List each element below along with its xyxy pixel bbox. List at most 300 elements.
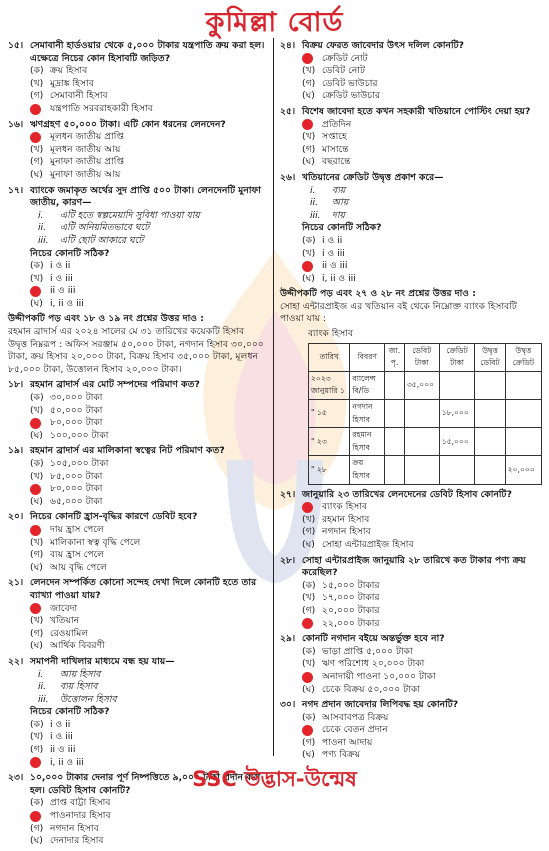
question-header — [8, 656, 266, 669]
option-text: ৬৫,০০০ টাকা — [50, 495, 103, 507]
option-text: i, ii ও iii — [322, 272, 356, 284]
question-text: নগদ প্রদান জাবেদার লিপিবদ্ধ হয় কোনটি? — [302, 699, 459, 711]
question-19 — [8, 445, 266, 508]
option-marker: (ক) — [302, 234, 316, 246]
option-3 — [30, 496, 266, 509]
option-text: ১৭,০০০ টাকার — [322, 592, 380, 604]
option-0 — [30, 458, 266, 471]
option-2 — [30, 90, 266, 103]
option-2 — [302, 737, 542, 750]
answer-dot — [302, 53, 313, 64]
option-2 — [30, 628, 266, 641]
option-marker: (খ) — [302, 658, 316, 670]
option-3 — [302, 156, 542, 169]
ledger-row — [309, 456, 542, 484]
ledger-cell — [404, 428, 439, 456]
option-text: মুদ্রাঙ্ক হিসাব — [50, 77, 94, 89]
options-list — [8, 603, 266, 653]
option-text: চেকে বিক্রয় ৫০,০০০ টাকা — [322, 683, 420, 695]
options-list — [280, 53, 542, 103]
option-2 — [30, 483, 266, 496]
options-list — [8, 524, 266, 574]
question-header — [280, 106, 542, 119]
statement-text: ব্যয় — [332, 184, 346, 196]
option-3 — [30, 835, 266, 848]
question-16 — [8, 119, 266, 182]
option-1 — [302, 592, 542, 605]
ledger-cell: ১৫,০০০ — [439, 428, 475, 456]
option-marker: (ক) — [302, 645, 316, 657]
option-1 — [30, 537, 266, 550]
statement-numeral: i. — [38, 209, 44, 221]
option-text: ৫০,০০০ টাকা — [50, 404, 103, 416]
option-0 — [30, 65, 266, 78]
option-text: i ও iii — [322, 247, 345, 259]
option-2 — [30, 549, 266, 562]
options-list — [8, 719, 266, 769]
statement — [8, 694, 266, 707]
option-text: ২০,০০০ টাকার — [322, 604, 380, 616]
option-text: সোহা এন্টারপ্রাইজ হিসাব — [322, 538, 414, 550]
ledger-cell — [439, 371, 475, 399]
option-text: মুনাফা জাতীয় প্রাপ্তি — [50, 156, 124, 168]
ledger-row — [309, 371, 542, 399]
right-column — [280, 40, 542, 765]
question-number: ২২। — [8, 655, 24, 667]
ledger-cell: " ২৮ — [309, 456, 350, 484]
option-0 — [30, 524, 266, 537]
options-list — [280, 501, 542, 551]
option-marker: (ক) — [30, 718, 44, 730]
question-text: রহমান ব্রাদার্স এর মালিকানা স্বত্বের নিট পরিমাণ কত? — [30, 445, 225, 457]
option-text: ব্যয় হ্রাস পেলে — [50, 549, 105, 561]
ledger-header-cell: ডেবিট টাকা — [404, 343, 439, 371]
option-text: নগদান হিসাব — [50, 822, 99, 834]
option-text: মূলধন জাতীয় আয় — [50, 143, 121, 155]
ledger-row — [309, 428, 542, 456]
option-marker: (গ) — [302, 604, 316, 616]
answer-dot — [302, 261, 313, 272]
ledger-cell: ক্রয় হিসাব — [350, 456, 385, 484]
ledger-cell: ২০২৩ জানুয়ারি ১ — [309, 371, 350, 399]
question-number: ২০। — [8, 511, 24, 523]
option-text: ক্রেডিট নোট — [322, 52, 368, 64]
option-3 — [30, 430, 266, 443]
options-list — [280, 580, 542, 630]
option-text: পাওনাদার হিসাব — [50, 810, 111, 822]
answer-dot — [30, 811, 41, 822]
question-stem: নিচের কোনটি সঠিক? — [302, 222, 382, 234]
options-list — [8, 458, 266, 508]
question-header — [280, 40, 542, 53]
option-marker: (ঘ) — [302, 749, 315, 761]
question-number: ২৪। — [280, 40, 296, 51]
option-1 — [30, 405, 266, 418]
option-text: সেমাবানী হিসাব — [50, 90, 108, 102]
statement-numeral: i. — [310, 184, 316, 196]
statement-text: এটি হতে স্বল্পমেয়াদি সুবিধা পাওয়া যায় — [60, 209, 200, 221]
option-text: ২২,০০০ টাকার — [322, 617, 380, 629]
ledger-header-cell: উদ্বৃত্ত ক্রেডিট — [505, 343, 541, 371]
question-18 — [8, 379, 266, 442]
option-0 — [30, 260, 266, 273]
statement-numeral: ii. — [310, 197, 319, 209]
option-text: অনাদায়ী পাওনা ১০,০০০ টাকা — [322, 670, 436, 682]
statement — [8, 669, 266, 682]
option-text: i, ii ও iii — [50, 756, 84, 768]
question-number: ২৬। — [280, 171, 296, 183]
board-title: কুমিল্লা বোর্ড — [205, 7, 344, 38]
answer-dot — [30, 525, 41, 536]
option-text: বছরান্তে — [322, 156, 351, 168]
answer-dot — [30, 418, 41, 429]
option-text: দায় হ্রাস পেলে — [50, 523, 104, 535]
question-number: ১৭। — [8, 184, 24, 196]
ledger-cell: ব্যালেন্স বি/ডি — [350, 371, 385, 399]
question-text: রহমান ব্রাদার্স এর মোট সম্পদের পরিমাণ কত? — [30, 379, 200, 391]
option-1 — [30, 471, 266, 484]
option-text: i ও iii — [50, 272, 73, 284]
question-21 — [8, 577, 266, 653]
question-header — [8, 577, 266, 602]
question-header — [8, 445, 266, 458]
options-list — [8, 131, 266, 181]
ledger-row — [309, 400, 542, 428]
ledger-cell: নগদান হিসাব — [350, 400, 385, 428]
option-1 — [302, 658, 542, 671]
question-27 — [280, 489, 542, 552]
statement-text: উত্তোলন হিসাব — [60, 693, 117, 705]
option-text: i ও ii — [50, 260, 71, 272]
option-0 — [30, 797, 266, 810]
option-3 — [30, 562, 266, 575]
question-30 — [280, 699, 542, 762]
option-marker: (ক) — [30, 260, 44, 272]
option-marker: (ঘ) — [30, 835, 43, 847]
answer-dot — [302, 502, 313, 513]
ledger-cell — [475, 456, 505, 484]
option-1 — [30, 810, 266, 823]
option-marker: (গ) — [302, 526, 316, 538]
option-text: ৮০,০০০ টাকা — [50, 483, 103, 495]
ledger-cell — [385, 456, 405, 484]
option-marker: (ক) — [30, 65, 44, 77]
question-text: বিক্রয় ফেরত জাবেদার উৎস দলিল কোনটি? — [302, 40, 465, 51]
option-marker: (খ) — [302, 513, 316, 525]
options-list — [8, 260, 266, 310]
option-marker: (ক) — [30, 392, 44, 404]
question-number: ১৮। — [8, 379, 24, 391]
option-marker: (ঘ) — [302, 683, 315, 695]
option-3 — [302, 273, 542, 286]
option-text: ব্যাংক হিসাব — [322, 501, 368, 513]
question-number: ২৭। — [280, 488, 296, 500]
answer-dot — [302, 672, 313, 683]
question-header — [8, 185, 266, 210]
option-text: ডেবিট নোট — [322, 65, 366, 77]
option-text: ii ও iii — [50, 744, 76, 756]
question-header — [8, 119, 266, 132]
option-marker: (খ) — [30, 77, 44, 89]
ledger-title: ব্যাংক হিসাব — [308, 328, 354, 340]
option-marker: (ঘ) — [30, 561, 43, 573]
question-header — [8, 40, 266, 65]
passage-instruction: উদ্দীপকটি পড় এবং ২৭ ও ২৮ নং প্রশ্নের উত্তর দাও : — [280, 288, 476, 300]
answer-dot — [302, 725, 313, 736]
option-marker: (খ) — [30, 615, 44, 627]
option-1 — [302, 514, 542, 527]
question-header — [280, 172, 542, 185]
option-text: ঋণ পরিশোধ ২০,০০০ টাকা — [322, 658, 425, 670]
options-list — [8, 65, 266, 115]
option-marker: (খ) — [302, 247, 316, 259]
option-2 — [302, 605, 542, 618]
option-3 — [302, 684, 542, 697]
statement-text: আয় — [332, 197, 349, 209]
statement — [280, 210, 542, 223]
option-2 — [30, 417, 266, 430]
option-1 — [302, 65, 542, 78]
statement-text: ব্যয় হিসাব — [60, 681, 98, 693]
option-text: চেকে বেতন প্রদান — [322, 724, 388, 736]
option-0 — [30, 603, 266, 616]
option-text: খতিয়ান — [50, 615, 80, 627]
option-marker: (গ) — [302, 77, 316, 89]
ledger-cell — [385, 371, 405, 399]
statement-text: আয় হিসাব — [60, 668, 101, 680]
passage-body: রহমান ব্রাদার্স এর ২০২৪ সালের মে ৩১ তারিখের কয়েকটি হিসাব উদ্বৃত্ত নিম্নরূপ : অফিস সরঞ্জাম ৫০,০০০ টাকা, নগদান হিসাব ৩০,০০০ টাকা, ক্রয় হিসাব ২০,০০০ টাকা, বিক্রয় হিসাব ৩৫,০০০ টাকা, মূলধন ৮৫,০০০ টাকা, উত্তোলন হিসাব ২০,০০০ টাকা। — [8, 326, 264, 375]
option-0 — [302, 501, 542, 514]
option-1 — [302, 724, 542, 737]
footer-brand: SSC উদ্ভাস-উন্মেষ — [192, 767, 357, 791]
option-marker: (ঘ) — [30, 168, 43, 180]
option-3 — [302, 618, 542, 631]
statement-text: দায় — [332, 209, 345, 221]
option-marker: (ক) — [302, 711, 316, 723]
option-text: ii ও iii — [50, 285, 76, 297]
option-1 — [302, 248, 542, 261]
ledger-cell — [505, 371, 541, 399]
option-0 — [302, 53, 542, 66]
statement-numeral: iii. — [38, 693, 49, 705]
option-marker: (গ) — [30, 90, 44, 102]
option-1 — [302, 131, 542, 144]
option-marker: (খ) — [30, 731, 44, 743]
question-number: ২১। — [8, 577, 24, 589]
question-header — [280, 633, 542, 646]
option-1 — [30, 615, 266, 628]
option-0 — [302, 712, 542, 725]
option-text: আসবাবপত্র বিক্রয় — [322, 711, 389, 723]
option-0 — [302, 580, 542, 593]
option-text: যন্ত্রপাতি সরবরাহকারী হিসাব — [50, 102, 153, 114]
options-list — [280, 119, 542, 169]
option-text: রেওয়ামিল — [50, 627, 89, 639]
option-text: জাবেদা — [50, 602, 78, 614]
option-text: দেনাদার হিসাব — [50, 835, 104, 847]
ledger-cell — [385, 400, 405, 428]
option-0 — [30, 392, 266, 405]
ledger-cell — [404, 456, 439, 484]
option-text: ভাড়া প্রাপ্তি ৫,০০০ টাকা — [322, 645, 413, 657]
option-text: পণ্য বিক্রয় — [322, 749, 361, 761]
question-text: লেনদেন সম্পর্কিত কোনো সন্দেহ দেখা দিলে কোনটি হতে তার ব্যাখ্যা পাওয়া যায়? — [30, 577, 257, 601]
question-number: ২৮। — [280, 554, 296, 566]
option-2 — [302, 671, 542, 684]
question-text: ব্যাংকে জমাকৃত অর্থের সুদ প্রাপ্তি ৫০০ টাকা। লেনদেনটি মুনাফা জাতীয়, কারণ— — [30, 184, 261, 209]
ledger-header-cell: ক্রেডিট টাকা — [439, 343, 475, 371]
question-number: ৩০। — [280, 699, 296, 711]
ledger-cell: " ২৩ — [309, 428, 350, 456]
ledger-header-row — [309, 343, 542, 371]
option-text: মাসান্তে — [322, 143, 349, 155]
question-20 — [8, 511, 266, 574]
answer-dot — [30, 132, 41, 143]
option-marker: (ঘ) — [302, 156, 315, 168]
options-list — [280, 646, 542, 696]
option-0 — [302, 235, 542, 248]
option-text: রহমান হিসাব — [322, 513, 370, 525]
statement-numeral: i. — [38, 668, 44, 680]
bank-ledger-table — [308, 343, 542, 485]
option-text: ক্রেডিট ভাউচার — [322, 90, 381, 102]
question-stem: নিচের কোনটি সঠিক? — [30, 247, 110, 259]
option-2 — [302, 78, 542, 91]
question-text: ১০,০০০ টাকার দেনার পূর্ণ নিষ্পত্তিতে ৯,০০০ টাকা প্রদান করা হল। ডেবিট হিসাব কোনটি? — [30, 772, 261, 796]
option-marker: (গ) — [30, 156, 44, 168]
option-marker: (খ) — [30, 470, 44, 482]
ledger-cell — [475, 400, 505, 428]
option-text: i, ii ও iii — [50, 297, 84, 309]
statement — [280, 185, 542, 198]
answer-dot — [30, 603, 41, 614]
question-29 — [280, 633, 542, 696]
option-marker: (ঘ) — [30, 429, 43, 441]
option-text: ক্রয় হিসাব — [50, 65, 88, 77]
statement-text: এটি ছোট আকারে ঘটে — [60, 234, 144, 246]
option-marker: (ক) — [30, 458, 44, 469]
statement — [8, 210, 266, 223]
option-text: পাওনা আদায় — [322, 736, 373, 748]
option-0 — [302, 646, 542, 659]
option-marker: (খ) — [30, 272, 44, 284]
passage-instruction: উদ্দীপকটি পড় এবং ১৮ ও ১৯ নং প্রশ্নের উত্তর দাও : — [8, 313, 204, 325]
option-3 — [30, 298, 266, 311]
option-text: i ও ii — [322, 234, 343, 246]
question-number: ২৩। — [8, 772, 24, 784]
option-3 — [302, 90, 542, 103]
option-text: ৮৫,০০০ টাকা — [50, 470, 103, 482]
option-marker: (গ) — [302, 143, 316, 155]
options-list — [8, 797, 266, 847]
question-header — [280, 489, 542, 502]
question-text: ঋণগ্রহণ ৫০,০০০ টাকা। এটি কোন ধরনের লেনদেন? — [30, 118, 226, 130]
option-2 — [302, 144, 542, 157]
option-text: প্রতিদিন — [322, 118, 352, 130]
option-text: ৮০,০০০ টাকা — [50, 417, 103, 429]
option-marker: (ঘ) — [302, 90, 315, 102]
option-text: i ও iii — [50, 731, 73, 743]
option-text: i ও ii — [50, 718, 71, 730]
ledger-cell: ৩৫,০০০ — [404, 371, 439, 399]
option-3 — [302, 539, 542, 552]
option-text: প্রাপ্ত বাট্টা হিসাব — [50, 797, 111, 809]
option-text: নগদান হিসাব — [322, 526, 371, 538]
option-marker: (ক) — [302, 579, 316, 591]
option-marker: (খ) — [30, 404, 44, 416]
option-marker: (ঘ) — [30, 297, 43, 309]
option-marker: (খ) — [302, 592, 316, 604]
option-1 — [30, 273, 266, 286]
option-text: মালিকানা স্বত্ব বৃদ্ধি পেলে — [50, 536, 141, 548]
option-text: ১০০,০০০ টাকা — [50, 429, 109, 441]
option-marker: (খ) — [30, 143, 44, 155]
option-text: আর্থিক বিবরণী — [50, 640, 105, 652]
statement-numeral: iii. — [38, 234, 49, 246]
question-22 — [8, 656, 266, 769]
left-column — [8, 40, 266, 851]
statement-numeral: ii. — [38, 222, 47, 234]
option-marker: (গ) — [302, 736, 316, 748]
option-marker: (ঘ) — [302, 538, 315, 550]
option-text: ১৫,০০০ টাকার — [322, 579, 380, 591]
ledger-cell — [505, 428, 541, 456]
question-text: নিচের কোনটি হ্রাস-বৃদ্ধির কারণে ডেবিট হবে? — [30, 511, 198, 523]
question-25 — [280, 106, 542, 169]
option-marker: (খ) — [30, 536, 44, 548]
ledger-cell: ১৮,০০০ — [439, 400, 475, 428]
question-number: ২৯। — [280, 633, 296, 645]
ledger-cell — [385, 428, 405, 456]
ledger-cell — [505, 400, 541, 428]
option-marker: (ঘ) — [302, 272, 315, 284]
question-text: বিশেষ জাবেদা হতে কখন সহকারী খতিয়ানে পোস্টিং দেয়া হয়? — [302, 105, 531, 117]
ledger-header-cell: বিবরণ — [350, 343, 385, 371]
option-text: ১০৫,০০০ টাকা — [50, 458, 109, 469]
question-header — [280, 555, 542, 580]
option-1 — [30, 731, 266, 744]
option-3 — [30, 640, 266, 653]
answer-dot — [302, 618, 313, 629]
option-marker: (ঘ) — [30, 640, 43, 652]
option-2 — [30, 285, 266, 298]
statement-numeral: ii. — [38, 681, 47, 693]
option-marker: (গ) — [30, 822, 44, 834]
ledger-cell — [475, 371, 505, 399]
option-marker: (গ) — [30, 549, 44, 561]
option-2 — [302, 260, 542, 273]
question-17 — [8, 185, 266, 311]
options-list — [280, 235, 542, 285]
option-2 — [30, 156, 266, 169]
option-text: ii ও iii — [322, 260, 348, 272]
statement — [8, 235, 266, 248]
option-marker: (গ) — [30, 627, 44, 639]
question-24 — [280, 40, 542, 103]
question-header — [280, 699, 542, 712]
option-text: মুনাফা জাতীয় আয় — [50, 168, 121, 180]
question-header — [8, 379, 266, 392]
statement — [280, 197, 542, 210]
question-text: সমাপনী দাখিলার মাধ্যমে বন্ধ হয় যায়— — [30, 655, 175, 667]
option-3 — [30, 103, 266, 116]
question-text: জানুয়ারি ২৩ তারিখের লেনদেনের ডেবিট হিসাব কোনটি? — [302, 488, 512, 500]
option-marker: (গ) — [30, 744, 44, 756]
option-marker: (ক) — [30, 797, 44, 809]
question-15 — [8, 40, 266, 116]
option-2 — [30, 823, 266, 836]
option-marker: (ঘ) — [30, 495, 43, 507]
